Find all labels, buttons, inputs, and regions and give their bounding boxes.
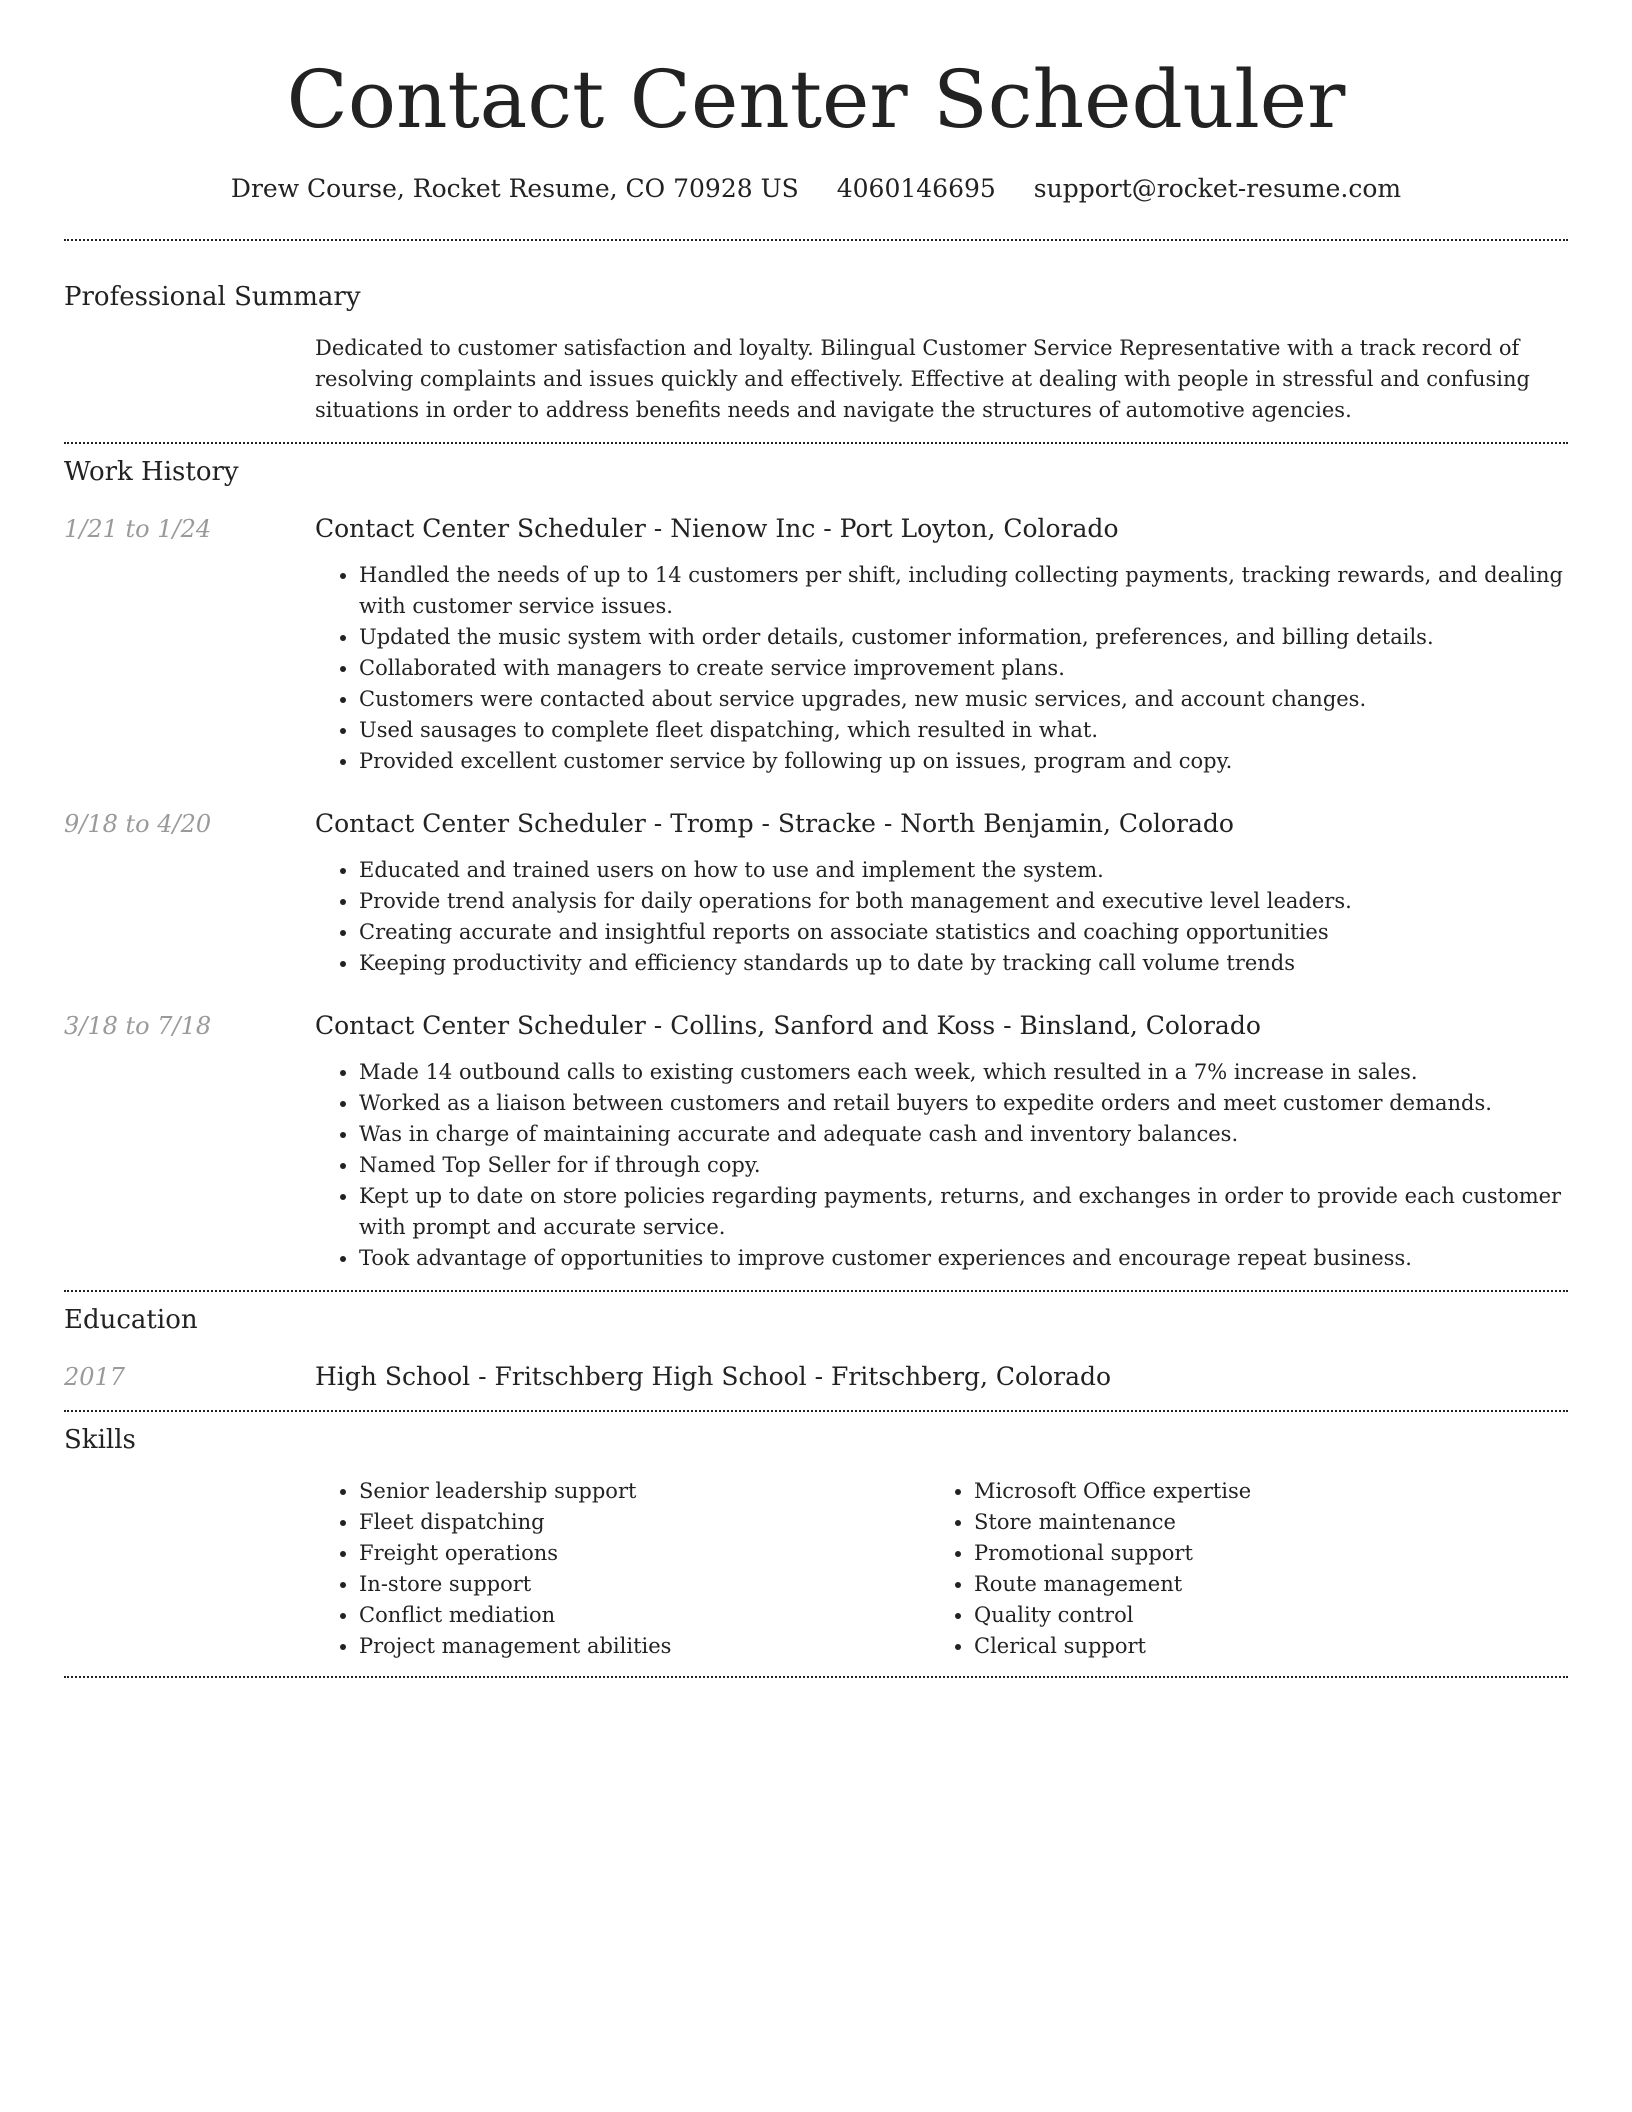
list-item: • Was in charge of maintaining accurate and adequate cash and inventory balances. (359, 1119, 1568, 1150)
list-item: • Used sausages to complete fleet dispatching, which resulted in what. (359, 715, 1568, 746)
list-item: • Handled the needs of up to 14 customers per shift, including collecting payments, tracking rewards, and dealing with customer service issues. (359, 560, 1568, 622)
resume-name: Contact Center Scheduler (286, 53, 1346, 146)
job-dates: 1/21 to 1/24 (64, 515, 212, 543)
contact-address: Drew Course, Rocket Resume, CO 70928 US (230, 174, 799, 203)
list-item: • Store maintenance (974, 1507, 1545, 1538)
resume-page (64, 0, 1568, 1678)
list-item: • Kept up to date on store policies regarding payments, returns, and exchanges in order to provide each customer with prompt and accurate service. (359, 1181, 1568, 1243)
list-item: • Freight operations (359, 1538, 930, 1569)
list-item: • Conflict mediation (359, 1600, 930, 1631)
section-title-summary: Professional Summary (64, 282, 361, 312)
contact-email[interactable]: support@rocket-resume.com (1033, 174, 1402, 203)
job-dates: 3/18 to 7/18 (64, 1012, 212, 1040)
list-item: • Updated the music system with order details, customer information, preferences, and billing details. (359, 622, 1568, 653)
list-item: • Collaborated with managers to create service improvement plans. (359, 653, 1568, 684)
job-bullets (315, 855, 1568, 979)
job-title: Contact Center Scheduler - Nienow Inc - Port Loyton, Colorado (315, 514, 1119, 543)
skills-row (64, 1476, 1568, 1662)
list-item: • Microsoft Office expertise (974, 1476, 1545, 1507)
divider (64, 442, 1568, 444)
list-item: • Provide trend analysis for daily operations for both management and executive level leaders. (359, 886, 1568, 917)
list-item: • Made 14 outbound calls to existing customers each week, which resulted in a 7% increase in sales. (359, 1057, 1568, 1088)
list-item: • Fleet dispatching (359, 1507, 930, 1538)
job-entry (64, 807, 1568, 979)
list-item: • Worked as a liaison between customers and retail buyers to expedite orders and meet customer demands. (359, 1088, 1568, 1119)
education-year: 2017 (64, 1363, 126, 1391)
skills-column-right (930, 1476, 1545, 1662)
job-title: Contact Center Scheduler - Tromp - Stracke - North Benjamin, Colorado (315, 809, 1234, 838)
job-bullets (315, 560, 1568, 777)
list-item: • Clerical support (974, 1631, 1545, 1662)
skills-column-left (315, 1476, 930, 1662)
list-item: • Project management abilities (359, 1631, 930, 1662)
list-item: • Creating accurate and insightful reports on associate statistics and coaching opportunities (359, 917, 1568, 948)
list-item: • Named Top Seller for if through copy. (359, 1150, 1568, 1181)
list-item: • In-store support (359, 1569, 930, 1600)
education-text: High School - Fritschberg High School - Fritschberg, Colorado (315, 1362, 1112, 1391)
list-item: • Provided excellent customer service by following up on issues, program and copy. (359, 746, 1568, 777)
list-item: • Took advantage of opportunities to improve customer experiences and encourage repeat business. (359, 1243, 1568, 1274)
contact-phone: 4060146695 (836, 174, 996, 203)
divider (64, 1676, 1568, 1678)
list-item: • Senior leadership support (359, 1476, 930, 1507)
job-dates: 9/18 to 4/20 (64, 810, 212, 838)
list-item: • Promotional support (974, 1538, 1545, 1569)
list-item: • Customers were contacted about service upgrades, new music services, and account changes. (359, 684, 1568, 715)
summary-text: Dedicated to customer satisfaction and loyalty. Bilingual Customer Service Representative with a track record of resolving complaints and issues quickly and effectively. Effective at dealing with people in stressful and confusing situations in order to address benefits needs and navigate the structures of automotive agencies. (315, 336, 1530, 422)
summary-row (64, 333, 1568, 426)
education-entry (64, 1360, 1568, 1394)
job-title: Contact Center Scheduler - Collins, Sanford and Koss - Binsland, Colorado (315, 1011, 1261, 1040)
divider (64, 1410, 1568, 1412)
job-bullets (315, 1057, 1568, 1274)
list-item: • Quality control (974, 1600, 1545, 1631)
contact-line (64, 172, 1568, 206)
divider (64, 239, 1568, 241)
job-entry (64, 1009, 1568, 1274)
section-title-work: Work History (64, 457, 239, 487)
divider (64, 1290, 1568, 1292)
list-item: • Route management (974, 1569, 1545, 1600)
list-item: • Keeping productivity and efficiency standards up to date by tracking call volume trends (359, 948, 1568, 979)
section-title-education: Education (64, 1305, 198, 1335)
section-title-skills: Skills (64, 1425, 136, 1455)
list-item: • Educated and trained users on how to use and implement the system. (359, 855, 1568, 886)
job-entry (64, 512, 1568, 777)
